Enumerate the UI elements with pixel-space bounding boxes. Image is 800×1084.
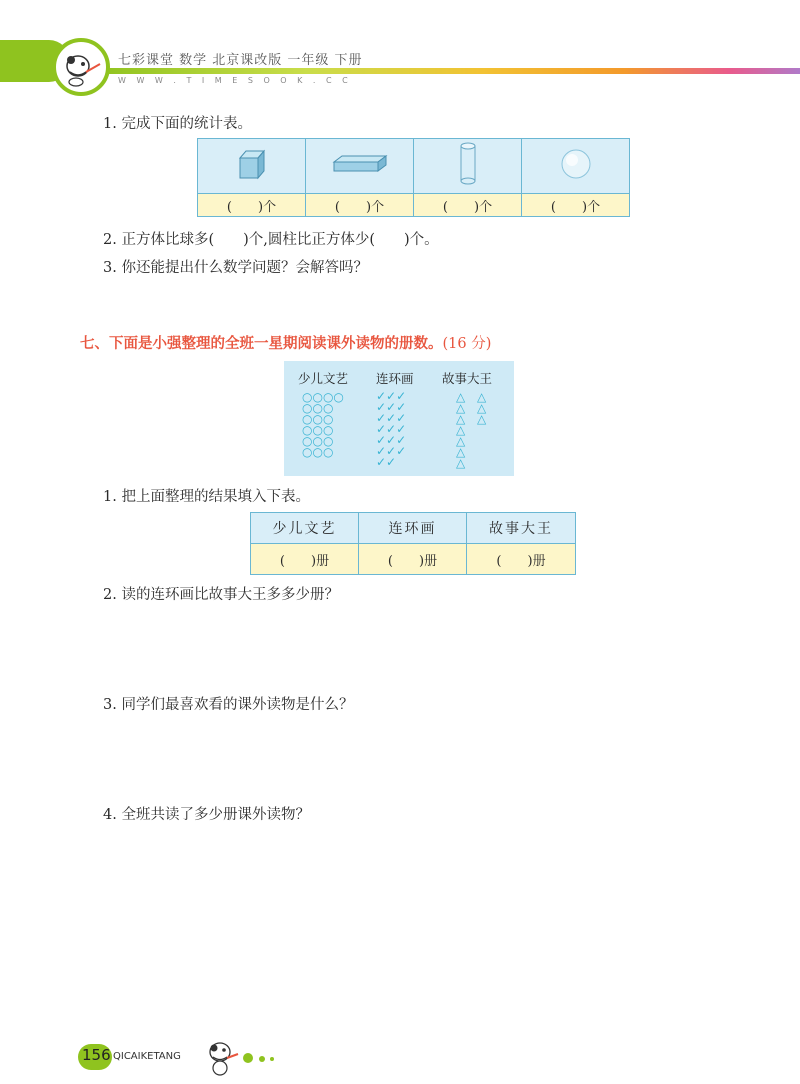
- result-header-row: [251, 513, 576, 544]
- result-header-comics: 连环画: [359, 513, 467, 544]
- footer-dot-medium: [259, 1056, 265, 1062]
- mascot-icon: [56, 42, 106, 92]
- section-7-question-2: 2. 读的连环画比故事大王多多少册？: [103, 587, 339, 603]
- cuboid-cell: [306, 139, 414, 194]
- answer-row: [198, 194, 630, 217]
- result-answer-comics: ( )册: [359, 544, 467, 575]
- question-3: 3. 你还能提出什么数学问题？会解答吗？: [103, 260, 368, 276]
- result-answer-row: [251, 544, 576, 575]
- section-7-question-4: 4. 全班共读了多少册课外读物？: [103, 807, 310, 823]
- tally-triangles-col-1: △ △ △ △ △ △ △: [456, 390, 466, 470]
- cube-count: ( )个: [198, 194, 306, 217]
- tally-chart: [284, 361, 514, 476]
- tally-checks: ✓✓✓ ✓✓✓ ✓✓✓ ✓✓✓ ✓✓✓ ✓✓✓ ✓✓: [376, 389, 407, 469]
- question-1: 1. 完成下面的统计表。: [103, 116, 252, 132]
- result-header-story-king: 故事大王: [467, 513, 576, 544]
- cylinder-count: ( )个: [414, 194, 522, 217]
- sphere-icon: [558, 146, 594, 182]
- result-header-children-literature: 少儿文艺: [251, 513, 359, 544]
- cuboid-count: ( )个: [306, 194, 414, 217]
- footer-brand: QICAIKETANG: [113, 1051, 181, 1062]
- header-title: 七彩课堂 数学 北京课改版 一年级 下册: [118, 53, 363, 68]
- header-url: W W W . T I M E S O O K . C C: [118, 76, 352, 85]
- statistics-table: [197, 138, 630, 217]
- tally-header-comics: 连环画: [376, 371, 414, 386]
- tally-triangles-col-2: △ △ △: [477, 390, 487, 426]
- tally-header-children-literature: 少儿文艺: [298, 371, 349, 386]
- cube-cell: [198, 139, 306, 194]
- result-answer-children-literature: ( )册: [251, 544, 359, 575]
- section-7-title: [80, 332, 491, 353]
- header-rainbow-bar: [95, 68, 800, 74]
- tally-circles: ○○○○ ○○○ ○○○ ○○○ ○○○ ○○○: [302, 390, 344, 459]
- cylinder-cell: [414, 139, 522, 194]
- footer-dot-small: [270, 1057, 274, 1061]
- section-7-question-3: 3. 同学们最喜欢看的课外读物是什么？: [103, 697, 354, 713]
- result-table: [250, 512, 576, 575]
- tally-header-story-king: 故事大王: [442, 371, 493, 386]
- cylinder-icon: [456, 141, 480, 187]
- section-7-score: (16 分): [442, 336, 492, 352]
- section-7-heading: 七、下面是小强整理的全班一星期阅读课外读物的册数。: [80, 336, 443, 352]
- cube-icon: [232, 144, 272, 184]
- sphere-count: ( )个: [522, 194, 630, 217]
- footer-mascot-icon: [200, 1036, 244, 1080]
- mascot-logo: [52, 38, 110, 96]
- result-answer-story-king: ( )册: [467, 544, 576, 575]
- sphere-cell: [522, 139, 630, 194]
- footer-dot-large: [243, 1053, 253, 1063]
- page-number: 156: [82, 1046, 111, 1064]
- footer-mascot: [200, 1036, 244, 1084]
- shape-row: [198, 139, 630, 194]
- question-2: 2. 正方体比球多( )个,圆柱比正方体少( )个。: [103, 232, 439, 248]
- cuboid-icon: [328, 149, 392, 179]
- section-7-question-1: 1. 把上面整理的结果填入下表。: [103, 489, 310, 505]
